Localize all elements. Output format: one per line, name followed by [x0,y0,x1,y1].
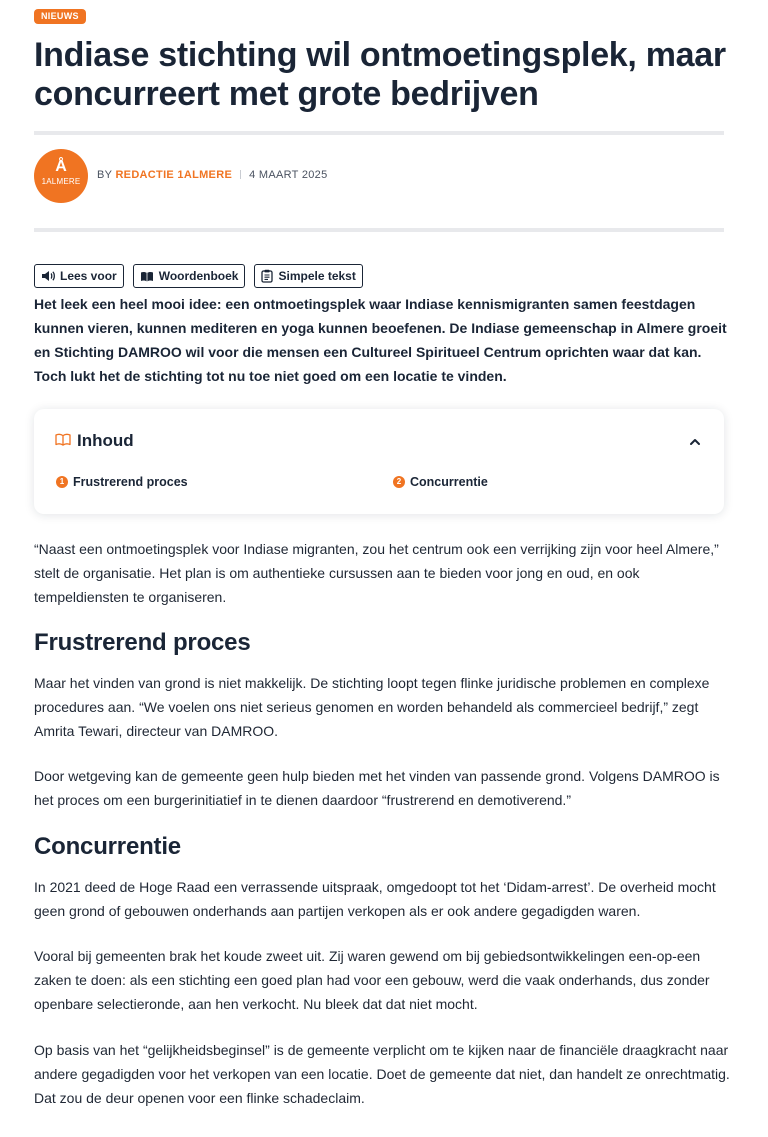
author-link[interactable]: REDACTIE 1ALMERE [115,169,233,181]
divider-top [34,131,724,135]
byline-prefix: BY [97,169,113,181]
toc-header[interactable] [55,431,134,451]
speaker-icon [41,270,55,282]
book-icon [140,271,154,282]
toc-item-label: Frustrerend proces [73,475,188,489]
article-title: Indiase stichting wil ontmoetingsplek, maar concurreert met grote bedrijven [34,36,726,113]
read-aloud-button[interactable] [34,264,124,288]
publish-date: 4 MAART 2025 [249,169,328,181]
divider-bottom [34,228,724,232]
article-lead: Het leek een heel mooi idee: een ontmoetingsplek waar Indiase kennismigranten samen feestdagen kunnen vieren, kunnen mediteren en yoga kunnen beoefenen. De Indiase gemeenschap in Almere groeit en Stichting DAMROO wil voor die mensen een Cultureel Spiritueel Centrum oprichten waar dat kan. Toch lukt het de stichting tot nu toe niet goed om een locatie te vinden. [34,296,727,384]
paragraph-intro: “Naast een ontmoetingsplek voor Indiase migranten, zou het centrum ook een verrijking zijn voor heel Almere,” stelt de organisatie. Het plan is om authentieke cursussen aan te bieden voor jong en oud, en ook tempeldiensten te organiseren. [34,541,719,605]
category-badge[interactable]: NIEUWS [34,9,86,24]
paragraph-proces-1: Maar het vinden van grond is niet makkelijk. De stichting loopt tegen flinke juridische problemen en complexe procedures aan. “We voelen ons niet serieus genomen en worden behandeld als commercieel bedrijf,” zegt Amrita Tewari, directeur van DAMROO. [34,675,710,739]
author-avatar[interactable] [34,149,88,203]
paragraph-concurrentie-3: Op basis van het “gelijkheidsbeginsel” is de gemeente verplicht om te kijken naar de financiële draagkracht naar andere gegadigden voor het verkopen van een locatie. Doet de gemeente dat niet, dan handelt ze onrechtmatig. Dat zou de deur openen voor een flinke schadeclaim. [34,1042,730,1106]
logo-label: 1ALMERE [41,177,81,186]
toc-number-badge: 1 [56,476,68,488]
byline-separator [240,170,241,179]
logo-mark: Å [55,158,67,175]
paragraph-concurrentie-1: In 2021 deed de Hoge Raad een verrassende uitspraak, omgedoopt tot het ‘Didam-arrest’. De overheid mocht geen grond of gebouwen onderhands aan partijen verkopen als er ook andere gegadigden waren. [34,879,716,919]
toc-item-concurrentie[interactable] [393,475,488,489]
table-of-contents [34,409,724,514]
paragraph-concurrentie-2: Vooral bij gemeenten brak het koude zweet uit. Zij waren gewend om bij gebiedsontwikkelingen een-op-een zaken te doen: als een stichting een goed plan had voor een gebouw, werd die vaak onderhands, dus zonder openbare selectieronde, aan hen verkocht. Nu bleek dat dat niet mocht. [34,948,710,1012]
toc-number-badge: 2 [393,476,405,488]
toc-item-frustrerend-proces[interactable] [56,475,188,489]
open-book-icon [55,431,71,451]
clipboard-icon [261,269,273,283]
toc-item-label: Concurrentie [410,475,488,489]
simple-text-button[interactable] [254,264,362,288]
chevron-up-icon [688,436,702,453]
byline [97,168,328,182]
heading-concurrentie: Concurrentie [34,833,181,860]
dictionary-button[interactable] [133,264,246,288]
paragraph-proces-2: Door wetgeving kan de gemeente geen hulp bieden met het vinden van passende grond. Volgens DAMROO is het proces om een burgerinitiatief in te dienen daardoor “frustrerend en demotiverend.” [34,768,720,808]
simple-text-label: Simpele tekst [278,269,356,283]
heading-frustrerend-proces: Frustrerend proces [34,629,251,656]
reading-tools [34,264,363,288]
collapse-toggle[interactable] [688,435,702,449]
dictionary-label: Woordenboek [158,269,239,283]
toc-heading: Inhoud [77,431,134,450]
read-aloud-label: Lees voor [60,269,117,283]
